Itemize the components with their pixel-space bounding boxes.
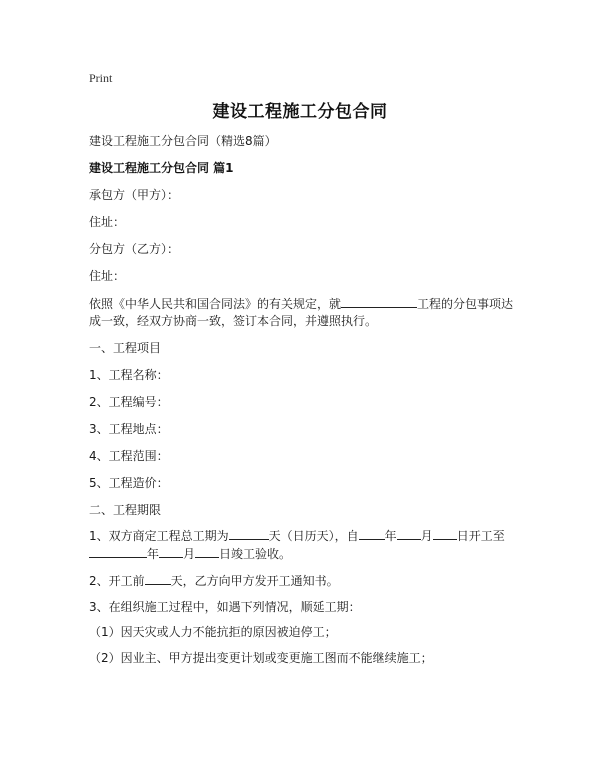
term-1-text-b: 天（日历天），自 (268, 529, 359, 543)
project-item-scope: 4、工程范围： (89, 449, 169, 463)
contractor-address: 住址： (89, 215, 126, 229)
section-1-heading: 一、工程项目 (89, 341, 162, 355)
intro-paragraph-line2: 成一致，经双方协商一致，签订本合同，并遵照执行。 (89, 314, 378, 328)
term-1-text-a: 1、双方商定工程总工期为 (89, 529, 229, 543)
project-item-cost: 5、工程造价： (89, 476, 169, 490)
term-1-text-f: 年 (147, 547, 160, 561)
section-heading: 建设工程施工分包合同 篇1 (89, 161, 234, 175)
intro-paragraph-line1 (89, 295, 513, 312)
project-item-number: 2、工程编号： (89, 395, 169, 409)
term-1-text-e: 日开工至 (456, 529, 505, 543)
subcontractor-address: 住址： (89, 269, 126, 283)
total-days-blank (229, 527, 269, 540)
print-label[interactable]: Print (89, 71, 113, 85)
contractor-party: 承包方（甲方）： (89, 188, 180, 202)
intro-text-b: 工程的分包事项达 (417, 297, 514, 311)
end-day-blank (195, 545, 219, 558)
subcontractor-party: 分包方（乙方）： (89, 242, 180, 256)
project-item-name: 1、工程名称： (89, 368, 169, 382)
term-1-text-d: 月 (420, 529, 433, 543)
term-1-line1 (89, 527, 505, 544)
project-name-blank (341, 295, 417, 308)
document-title: 建设工程施工分包合同 (212, 102, 388, 122)
delay-condition-1: （1）因天灾或人力不能抗拒的原因被迫停工； (89, 625, 337, 639)
term-1-line2 (89, 545, 291, 562)
term-3: 3、在组织施工过程中，如遇下列情况，顺延工期： (89, 600, 361, 614)
term-2-text-b: 天，乙方向甲方发开工通知书。 (170, 574, 339, 588)
term-1-text-c: 年 (384, 529, 397, 543)
start-year-blank (359, 527, 385, 540)
project-item-location: 3、工程地点： (89, 422, 169, 436)
start-day-blank (433, 527, 457, 540)
notice-days-blank (145, 572, 171, 585)
document-subtitle: 建设工程施工分包合同（精选8篇） (89, 134, 277, 148)
term-1-text-h: 日竣工验收。 (219, 547, 292, 561)
section-2-heading: 二、工程期限 (89, 503, 162, 517)
start-month-blank (397, 527, 421, 540)
term-2 (89, 572, 339, 589)
end-month-blank (159, 545, 183, 558)
term-2-text-a: 2、开工前 (89, 574, 145, 588)
term-1-text-g: 月 (183, 547, 196, 561)
intro-text-a: 依照《中华人民共和国合同法》的有关规定，就 (89, 297, 342, 311)
delay-condition-2: （2）因业主、甲方提出变更计划或变更施工图而不能继续施工； (89, 651, 433, 665)
end-year-blank (89, 545, 147, 558)
